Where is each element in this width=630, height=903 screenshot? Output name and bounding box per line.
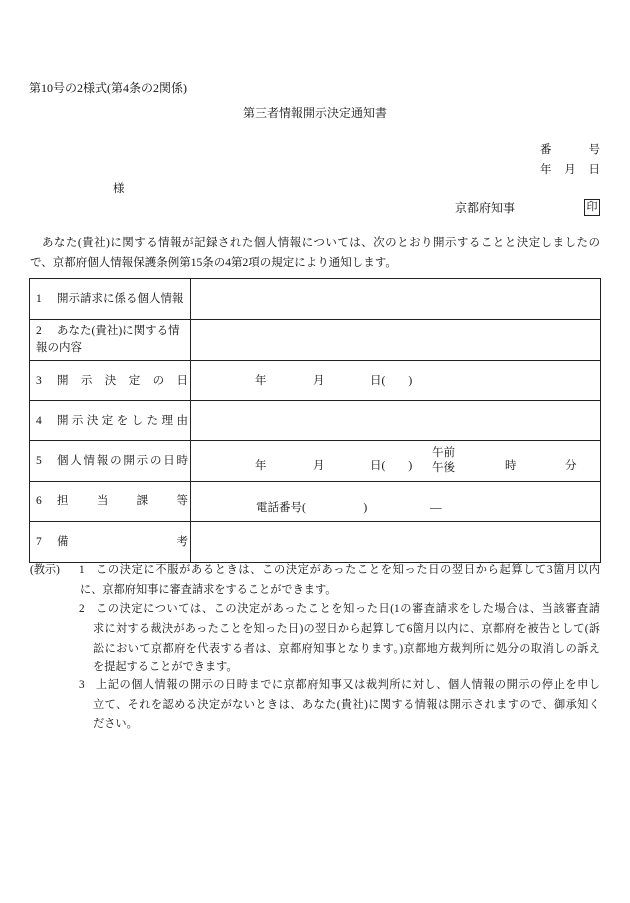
row-label-cell bbox=[30, 482, 191, 521]
row-label: 個人情報の開示の日時 bbox=[57, 455, 188, 467]
row-number: 4 bbox=[36, 415, 42, 427]
note-number: 2 bbox=[79, 603, 85, 615]
row-label: 開示決定をした理由 bbox=[57, 415, 188, 427]
note-line: に、京都府知事に審査請求をすることができます。 bbox=[80, 584, 337, 596]
row-label-cell bbox=[30, 320, 191, 360]
intro-line: あなた(貴社)に関する情報が記録された個人情報については、次のとおり開示することと決定しましたの bbox=[30, 237, 600, 249]
document-title: 第三者情報開示決定通知書 bbox=[242, 106, 387, 120]
pm-option: 午後 bbox=[432, 462, 455, 474]
row-label-cell bbox=[30, 522, 191, 562]
hour-unit: 時 bbox=[505, 460, 517, 472]
row-number: 7 bbox=[36, 536, 42, 548]
row-value-cell bbox=[191, 401, 600, 440]
row-label: 担 当 課 等 bbox=[57, 495, 188, 507]
decision-table bbox=[29, 278, 601, 563]
phone-dash: ― bbox=[430, 502, 442, 514]
table-row bbox=[30, 522, 600, 562]
row-number: 2 bbox=[36, 325, 42, 337]
note-number: 3 bbox=[79, 679, 85, 691]
table-row bbox=[30, 361, 600, 401]
row-value-cell bbox=[191, 441, 600, 481]
note-line: を提起することができます。 bbox=[93, 661, 238, 673]
row-label: 備 考 bbox=[57, 536, 188, 548]
form-number: 第10号の2様式(第4条の2関係) bbox=[29, 81, 187, 95]
table-row bbox=[30, 441, 600, 482]
row-value-cell bbox=[191, 320, 600, 360]
year-unit: 年 bbox=[255, 375, 267, 387]
row-label-line: 報の内容 bbox=[36, 342, 82, 354]
note-line: ださい。 bbox=[93, 718, 138, 730]
minute-unit: 分 bbox=[565, 460, 577, 472]
note-line: 訟において京都府を代表する者は、京都府知事となります。)京都地方裁判所に処分の取消しの訴え bbox=[93, 643, 600, 655]
reference-number-label: 番 号 bbox=[540, 144, 600, 156]
note-line: この決定については、この決定があったことを知った日(1の審査請求をした場合は、当該審査請 bbox=[96, 603, 600, 615]
note-line: 上記の個人情報の開示の日時までに京都府知事又は裁判所に対し、個人情報の開示の停止を申し bbox=[96, 679, 600, 691]
row-label: 開示請求に係る個人情報 bbox=[57, 293, 184, 305]
month-unit: 月 bbox=[313, 460, 325, 472]
table-row bbox=[30, 482, 600, 522]
row-number: 6 bbox=[36, 495, 42, 507]
seal-box bbox=[584, 199, 600, 216]
note-line: 求に対する裁決があったことを知った日)の翌日から起算して6箇月以内に、京都府を被告として(訴 bbox=[93, 623, 600, 635]
table-row bbox=[30, 320, 600, 361]
row-label-cell bbox=[30, 441, 191, 481]
row-label: 開 示 決 定 の 日 bbox=[57, 375, 188, 387]
row-label-cell bbox=[30, 401, 191, 440]
am-option: 午前 bbox=[432, 447, 455, 459]
day-unit: 日( ) bbox=[370, 375, 413, 387]
row-label-line: あなた(貴社)に関する情 bbox=[57, 325, 180, 337]
issuer-name: 京都府知事 bbox=[455, 201, 516, 215]
date-label: 年 月 日 bbox=[540, 164, 600, 176]
row-value-cell bbox=[191, 361, 600, 400]
row-number: 5 bbox=[36, 455, 42, 467]
row-value-cell bbox=[191, 482, 600, 521]
row-value-cell bbox=[191, 279, 600, 319]
seal-mark: 印 bbox=[586, 201, 598, 213]
row-number: 3 bbox=[36, 375, 42, 387]
phone-number-label: 電話番号( ) bbox=[256, 502, 368, 514]
note-number: 1 bbox=[79, 564, 85, 576]
row-label-cell bbox=[30, 361, 191, 400]
year-unit: 年 bbox=[255, 460, 267, 472]
day-unit: 日( ) bbox=[370, 460, 413, 472]
note-line: この決定に不服があるときは、この決定があったことを知った日の翌日から起算して3箇月以内 bbox=[96, 564, 600, 576]
row-label-cell bbox=[30, 279, 191, 319]
intro-line: で、京都府個人情報保護条例第15条の4第2項の規定により通知します。 bbox=[30, 257, 397, 269]
row-value-cell bbox=[191, 522, 600, 562]
table-row bbox=[30, 401, 600, 441]
note-line: 立て、それを認める決定がないときは、あなた(貴社)に関する情報は開示されますので、御承知く bbox=[93, 699, 600, 711]
addressee-honorific: 様 bbox=[113, 183, 125, 195]
notes-heading: (教示) bbox=[30, 564, 60, 576]
table-row bbox=[30, 279, 600, 320]
row-number: 1 bbox=[36, 293, 42, 305]
month-unit: 月 bbox=[313, 375, 325, 387]
